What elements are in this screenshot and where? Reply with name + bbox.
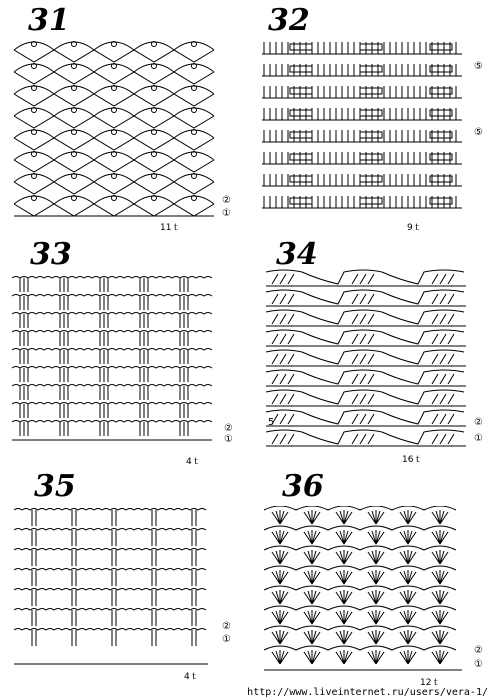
source-watermark: http://www.liveinternet.ru/users/vera-1/	[247, 687, 488, 698]
repeat-label: 4ｔ	[184, 672, 199, 682]
wave-stitch-diagram	[264, 268, 469, 450]
pattern-number-33: 33	[30, 237, 72, 272]
row-marker: ②	[474, 645, 483, 656]
chart-35	[12, 508, 212, 668]
repeat-label: 12ｔ	[420, 678, 441, 688]
side-number: 5	[268, 417, 275, 428]
row-marker: ②	[222, 195, 231, 206]
pattern-number-34: 34	[276, 237, 318, 272]
mesh-stitch-diagram	[10, 276, 215, 444]
repeat-label: 11ｔ	[160, 223, 181, 233]
row-marker: ①	[222, 208, 231, 219]
chart-34	[264, 268, 469, 450]
chart-32	[260, 40, 465, 218]
row-marker: ①	[474, 659, 483, 670]
shell-stitch-diagram	[262, 506, 467, 676]
block-stitch-diagram	[260, 40, 465, 218]
filet-stitch-diagram	[12, 508, 212, 668]
repeat-label: 4ｔ	[186, 457, 201, 467]
row-marker: ②	[222, 621, 231, 632]
chart-31	[12, 40, 217, 218]
row-marker: ②	[224, 423, 233, 434]
row-marker: ①	[222, 634, 231, 645]
fan-stitch-diagram	[12, 40, 217, 218]
chart-36	[262, 506, 467, 676]
pattern-number-32: 32	[268, 3, 310, 38]
row-marker: ①	[474, 433, 483, 444]
row-marker: ②	[474, 417, 483, 428]
row-marker: ⑤	[474, 61, 483, 72]
row-marker: ⑤	[474, 127, 483, 138]
pattern-number-35: 35	[34, 469, 76, 504]
repeat-label: 9ｔ	[407, 223, 422, 233]
row-marker: ①	[224, 434, 233, 445]
pattern-number-31: 31	[28, 3, 70, 38]
pattern-number-36: 36	[282, 469, 324, 504]
chart-33	[10, 276, 215, 444]
repeat-label: 16ｔ	[402, 455, 423, 465]
